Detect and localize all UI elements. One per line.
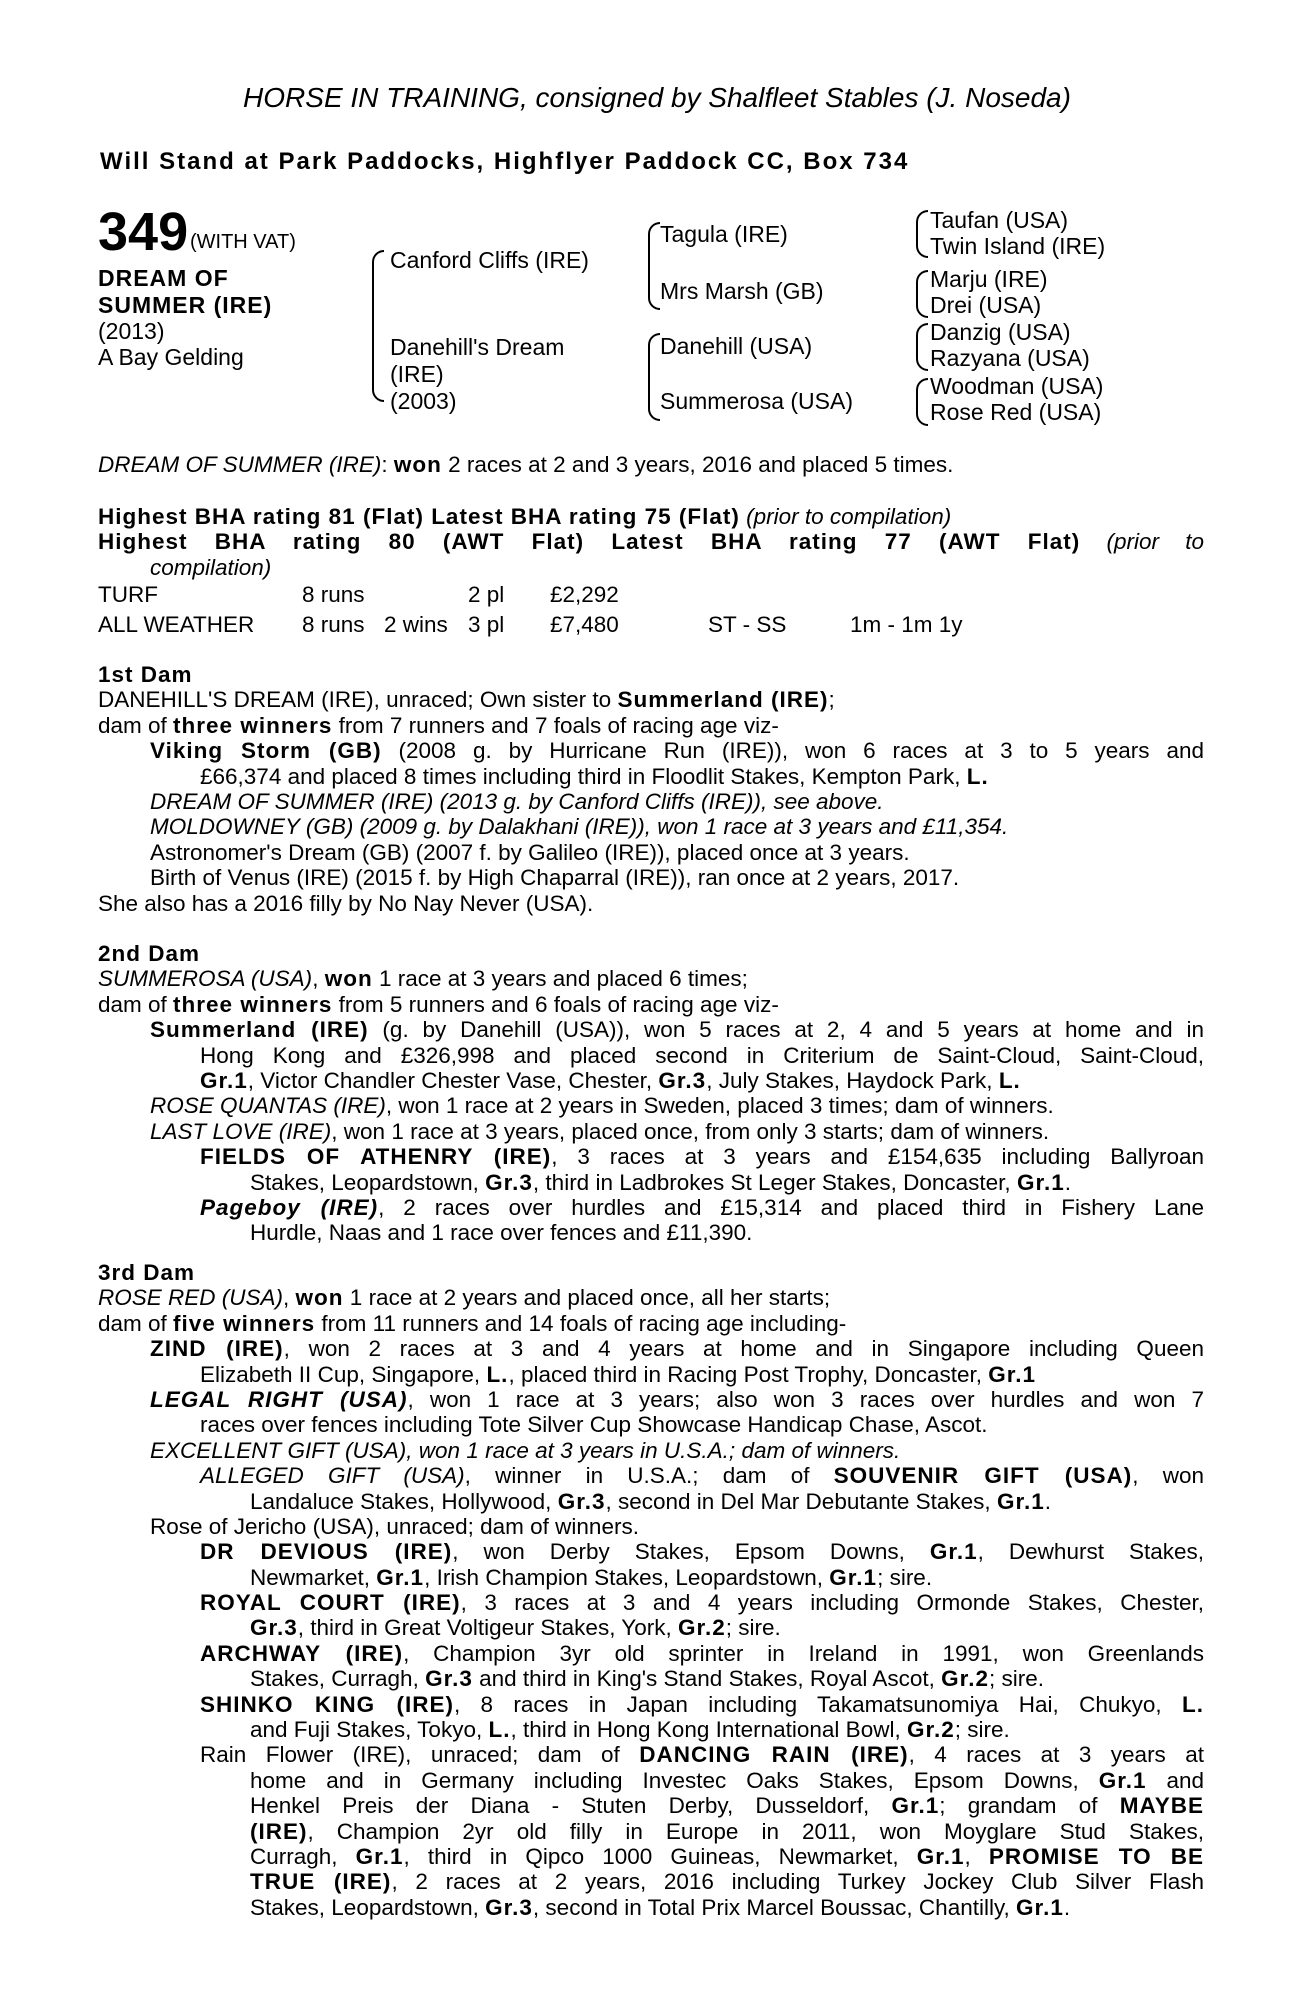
horse-name: SUMMEROSA (USA) xyxy=(98,966,313,992)
text: , 4 races at 3 years at xyxy=(908,1742,1205,1768)
stat-going: ST - SS xyxy=(708,612,787,637)
horse-name-bold: ZIND (IRE) xyxy=(150,1336,284,1362)
grade: L. xyxy=(488,1717,511,1743)
table-row xyxy=(98,610,963,640)
text: Henkel Preis der Diana - Stuten Derby, Dusseldorf, xyxy=(250,1793,892,1819)
horse-name: ROSE RED (USA) xyxy=(98,1285,284,1311)
text: ; sire. xyxy=(725,1615,781,1641)
grade: Gr.3 xyxy=(557,1488,606,1514)
sire-dam: Mrs Marsh (GB) xyxy=(660,278,824,304)
text: DANEHILL'S DREAM (IRE), unraced; Own sister to xyxy=(98,687,618,713)
list-item: Astronomer's Dream (GB) (2007 f. by Galileo (IRE)), placed once at 3 years. xyxy=(150,839,910,865)
grade: Gr.1 xyxy=(1098,1767,1147,1793)
text: (2008 g. by Hurricane Run (IRE)), won 6 races at 3 to 5 years and xyxy=(381,738,1204,764)
text: , second in Total Prix Marcel Boussac, Chantilly, xyxy=(532,1894,1017,1920)
text: Curragh, xyxy=(250,1843,356,1869)
text: , xyxy=(283,1285,296,1311)
pedigree-brace xyxy=(916,270,928,318)
vat-note: (WITH VAT) xyxy=(190,231,296,253)
text: and Fuji Stakes, Tokyo, xyxy=(250,1717,489,1743)
awt-rating: Highest BHA rating 80 (AWT Flat) Latest BHA rating 77 (AWT Flat) xyxy=(98,529,1081,555)
lot-number: 349 xyxy=(98,202,189,262)
text: , 3 races at 3 years and £154,635 including Ballyroan xyxy=(551,1144,1204,1170)
horse-name-bold: DANCING RAIN (IRE) xyxy=(639,1742,909,1768)
text: Elizabeth II Cup, Singapore, xyxy=(200,1361,487,1387)
dam-line2: (IRE) xyxy=(390,361,444,387)
horse-name-bold: MAYBE xyxy=(1119,1793,1204,1819)
text: , third in Hong Kong International Bowl, xyxy=(510,1717,907,1743)
text: , second in Del Mar Debutante Stakes, xyxy=(605,1488,997,1514)
text: , third in Ladbrokes St Leger Stakes, Doncaster, xyxy=(532,1169,1017,1195)
section-heading: 2nd Dam xyxy=(98,941,201,966)
text: Rose of Jericho (USA), unraced; dam of winners. xyxy=(150,1513,639,1539)
horse-name-bold: Viking Storm (GB) xyxy=(150,738,382,764)
list-item: Birth of Venus (IRE) (2015 f. by High Chaparral (IRE)), ran once at 2 years, 2017. xyxy=(150,865,960,891)
text: ; grandam of xyxy=(939,1793,1120,1819)
text: and third in King's Stand Stakes, Royal Ascot, xyxy=(472,1666,942,1692)
grade: L. xyxy=(486,1361,509,1387)
text: from 5 runners and 6 foals of racing age viz- xyxy=(332,991,779,1017)
summary-won: won xyxy=(393,452,442,477)
pedigree-brace xyxy=(916,210,928,258)
text: ; sire. xyxy=(954,1717,1010,1743)
ratings xyxy=(98,504,1204,580)
horse-name-bold: (IRE) xyxy=(250,1818,308,1844)
text: , xyxy=(312,966,325,992)
dam-sire: Danehill (USA) xyxy=(660,333,813,359)
text: , third in Great Voltigeur Stakes, York, xyxy=(297,1615,678,1641)
first-dam-section xyxy=(98,662,1204,916)
horse-name-bold: ROYAL COURT (IRE) xyxy=(200,1590,461,1616)
race-summary xyxy=(98,452,1204,477)
text: Rain Flower (IRE), unraced; dam of xyxy=(200,1742,640,1768)
grade: Gr.1 xyxy=(996,1488,1045,1514)
text: , xyxy=(964,1843,989,1869)
text: ; sire. xyxy=(877,1564,933,1590)
grade: Gr.2 xyxy=(678,1615,726,1641)
horse-name-bold: Pageboy (IRE) xyxy=(200,1194,379,1220)
foaling-year: (2013) xyxy=(98,318,165,344)
text: , placed third in Racing Post Trophy, Doncaster, xyxy=(508,1361,989,1387)
text: , 2 races over hurdles and £15,314 and placed third in Fishery Lane xyxy=(378,1194,1204,1220)
text: won xyxy=(324,966,373,992)
stand-location: Will Stand at Park Paddocks, Highflyer Paddock CC, Box 734 xyxy=(100,148,910,175)
section-heading: 3rd Dam xyxy=(98,1260,196,1285)
text: , Champion 3yr old sprinter in Ireland in 1991, won Greenlands xyxy=(403,1640,1204,1666)
text: MOLDOWNEY (GB) (2009 g. by Dalakhani (IRE)), won 1 race at 3 years and £11,354. xyxy=(150,814,1009,840)
horse-name-line2: SUMMER (IRE) xyxy=(98,292,273,318)
winners-count: five winners xyxy=(173,1310,316,1336)
text: home and in Germany including Investec Oaks Stakes, Epsom Downs, xyxy=(250,1767,1099,1793)
stat-surface: TURF xyxy=(98,582,158,607)
text: , Irish Champion Stakes, Leopardstown, xyxy=(424,1564,830,1590)
horse-name-line1: DREAM OF xyxy=(98,265,229,291)
grade: Gr.2 xyxy=(906,1717,955,1743)
text: , Champion 2yr old filly in Europe in 2011, won Moyglare Stud Stakes, xyxy=(307,1818,1204,1844)
text: Newmarket, xyxy=(250,1564,377,1590)
text: . xyxy=(1064,1169,1071,1195)
second-dam-section xyxy=(98,941,1204,1246)
stat-wins: 2 wins xyxy=(384,612,448,637)
horse-name: ROSE QUANTAS (IRE) xyxy=(150,1093,386,1119)
grade: Gr.3 xyxy=(485,1169,533,1195)
sire: Canford Cliffs (IRE) xyxy=(390,247,589,273)
text: , July Stakes, Haydock Park, xyxy=(706,1067,999,1093)
text: Stakes, Leopardstown, xyxy=(250,1894,486,1920)
text: from 11 runners and 14 foals of racing age including- xyxy=(315,1310,847,1336)
horse-name-bold: Summerland (IRE) xyxy=(617,687,829,713)
grade: Gr.1 xyxy=(1016,1894,1064,1920)
text: , won 1 race at 3 years; also won 3 races over hurdles and won 7 xyxy=(407,1386,1204,1412)
text: dam of xyxy=(98,712,174,738)
text: EXCELLENT GIFT (USA), won 1 race at 3 years in U.S.A.; dam of winners. xyxy=(150,1437,901,1463)
horse-name: LAST LOVE (IRE) xyxy=(150,1118,332,1144)
grade: Gr.1 xyxy=(988,1361,1037,1387)
horse-name-bold: PROMISE TO BE xyxy=(988,1843,1204,1869)
winners-count: three winners xyxy=(173,712,333,738)
dam-sire-dam: Razyana (USA) xyxy=(930,345,1090,371)
text: Stakes, Leopardstown, xyxy=(250,1169,486,1195)
text: ; sire. xyxy=(988,1666,1044,1692)
stat-runs: 8 runs xyxy=(302,582,365,607)
text: 1 race at 3 years and placed 6 times; xyxy=(372,966,748,992)
grade: Gr.3 xyxy=(658,1067,707,1093)
stat-surface: ALL WEATHER xyxy=(98,612,255,637)
horse-name-bold: ARCHWAY (IRE) xyxy=(200,1640,404,1666)
text: Stakes, Curragh, xyxy=(250,1666,426,1692)
pedigree-brace xyxy=(916,378,928,426)
dam-sire-sire: Danzig (USA) xyxy=(930,319,1071,345)
grade: Gr.1 xyxy=(376,1564,425,1590)
catalogue-header: HORSE IN TRAINING, consigned by Shalfleet Stables (J. Noseda) xyxy=(243,82,1071,113)
list-item: She also has a 2016 filly by No Nay Never (USA). xyxy=(98,890,594,916)
racing-stats-table xyxy=(98,580,963,640)
horse-description: A Bay Gelding xyxy=(98,344,244,370)
text: Landaluce Stakes, Hollywood, xyxy=(250,1488,558,1514)
text: Hong Kong and £326,998 and placed second in Criterium de Saint-Cloud, Saint-Cloud, xyxy=(200,1042,1204,1068)
text: 1 race at 2 years and placed once, all her starts; xyxy=(343,1285,831,1311)
pedigree-brace xyxy=(648,333,660,421)
dam-line3: (2003) xyxy=(390,388,457,414)
text: , won 1 race at 2 years in Sweden, placed 3 times; dam of winners. xyxy=(385,1093,1054,1119)
dam-dam-dam: Rose Red (USA) xyxy=(930,399,1102,425)
text: from 7 runners and 7 foals of racing age viz- xyxy=(332,712,779,738)
text: . xyxy=(1063,1894,1071,1920)
section-heading: 1st Dam xyxy=(98,662,193,687)
text: , Dewhurst Stakes, xyxy=(977,1539,1204,1565)
horse-name-bold: Summerland (IRE) xyxy=(150,1017,369,1043)
text: , winner in U.S.A.; dam of xyxy=(464,1463,834,1489)
pedigree-brace xyxy=(372,250,384,402)
horse-name-bold: FIELDS OF ATHENRY (IRE) xyxy=(200,1144,552,1170)
third-dam-section xyxy=(98,1260,1204,1920)
grade: Gr.1 xyxy=(891,1793,940,1819)
horse-name: ALLEGED GIFT (USA) xyxy=(200,1463,465,1489)
dam-dam-sire: Woodman (USA) xyxy=(930,373,1104,399)
text: , Victor Chandler Chester Vase, Chester, xyxy=(247,1067,659,1093)
text: dam of xyxy=(98,1310,174,1336)
dam xyxy=(390,334,564,415)
pedigree-brace xyxy=(916,323,928,371)
text: , won Derby Stakes, Epsom Downs, xyxy=(452,1539,930,1565)
text: , won xyxy=(1132,1463,1205,1489)
stat-placed: 2 pl xyxy=(468,582,505,607)
grade: Gr.1 xyxy=(829,1564,878,1590)
text: . xyxy=(1044,1488,1051,1514)
dam-dam: Summerosa (USA) xyxy=(660,388,853,414)
grade: Gr.3 xyxy=(250,1615,298,1641)
grade: Gr.2 xyxy=(941,1666,989,1692)
text: , won 1 race at 3 years, placed once, from only 3 starts; dam of winners. xyxy=(331,1118,1050,1144)
pedigree-brace xyxy=(648,222,660,310)
text: £66,374 and placed 8 times including third in Floodlit Stakes, Kempton Park, xyxy=(200,763,967,789)
text: , 8 races in Japan including Takamatsunomiya Hai, Chukyo, xyxy=(453,1691,1182,1717)
grade: Gr.3 xyxy=(485,1894,533,1920)
grade: L. xyxy=(966,763,989,789)
horse-name xyxy=(98,265,272,319)
winners-count: three winners xyxy=(173,991,333,1017)
list-item xyxy=(98,814,1204,839)
stat-distance xyxy=(850,580,963,610)
stat-distance: 1m - 1m 1y xyxy=(850,612,963,637)
flat-rating: Highest BHA rating 81 (Flat) Latest BHA rating 75 (Flat) xyxy=(98,504,740,529)
text: , 2 races at 2 years, 2016 including Turkey Jockey Club Silver Flash xyxy=(391,1869,1204,1895)
text: races over fences including Tote Silver Cup Showcase Handicap Chase, Ascot. xyxy=(200,1412,988,1438)
sire-sire-sire: Taufan (USA) xyxy=(930,207,1069,233)
stat-runs: 8 runs xyxy=(302,612,365,637)
stat-earnings: £2,292 xyxy=(550,582,619,607)
text: , third in Qipco 1000 Guineas, Newmarket, xyxy=(403,1843,917,1869)
grade: Gr.1 xyxy=(1016,1169,1065,1195)
text: dam of xyxy=(98,991,174,1017)
stat-going xyxy=(708,580,850,610)
grade: L. xyxy=(1182,1691,1204,1717)
summary-name: DREAM OF SUMMER (IRE) xyxy=(98,452,382,477)
text: , won 2 races at 3 and 4 years at home and in Singapore including Queen xyxy=(283,1336,1204,1362)
sire-sire: Tagula (IRE) xyxy=(660,221,788,247)
summary-record: 2 races at 2 and 3 years, 2016 and placed 5 times. xyxy=(441,452,954,477)
summary-colon: : xyxy=(381,452,394,477)
text: ; xyxy=(828,687,835,713)
horse-name-bold: SHINKO KING (IRE) xyxy=(200,1691,454,1717)
horse-name-bold: SOUVENIR GIFT (USA) xyxy=(833,1463,1133,1489)
grade: Gr.1 xyxy=(929,1539,978,1565)
table-row xyxy=(98,580,963,610)
text: won xyxy=(295,1285,344,1311)
dam-line1: Danehill's Dream xyxy=(390,334,565,360)
text: (g. by Danehill (USA)), won 5 races at 2, 4 and 5 years at home and in xyxy=(368,1017,1205,1043)
stat-earnings: £7,480 xyxy=(550,612,619,637)
rating-note: (prior to compilation) xyxy=(739,504,952,529)
text: Hurdle, Naas and 1 race over fences and £11,390. xyxy=(250,1220,753,1246)
sire-sire-dam: Twin Island (IRE) xyxy=(930,233,1106,259)
sire-dam-sire: Marju (IRE) xyxy=(930,266,1048,292)
horse-name-bold: LEGAL RIGHT (USA) xyxy=(150,1386,408,1412)
grade: Gr.1 xyxy=(355,1843,404,1869)
grade: Gr.1 xyxy=(200,1067,248,1093)
grade: Gr.3 xyxy=(425,1666,473,1692)
grade: Gr.1 xyxy=(916,1843,965,1869)
text: , 3 races at 3 and 4 years including Ormonde Stakes, Chester, xyxy=(460,1590,1204,1616)
stat-wins xyxy=(384,580,468,610)
grade: L. xyxy=(998,1067,1021,1093)
sire-dam-dam: Drei (USA) xyxy=(930,292,1042,318)
text: and xyxy=(1146,1767,1204,1793)
horse-name-bold: DR DEVIOUS (IRE) xyxy=(200,1539,453,1565)
rating-note: (prior to xyxy=(1106,529,1204,555)
stat-placed: 3 pl xyxy=(468,612,505,637)
horse-name-bold: TRUE (IRE) xyxy=(250,1869,392,1895)
list-item: DREAM OF SUMMER (IRE) (2013 g. by Canford Cliffs (IRE)), see above. xyxy=(150,788,884,814)
rating-note: compilation) xyxy=(150,554,272,580)
